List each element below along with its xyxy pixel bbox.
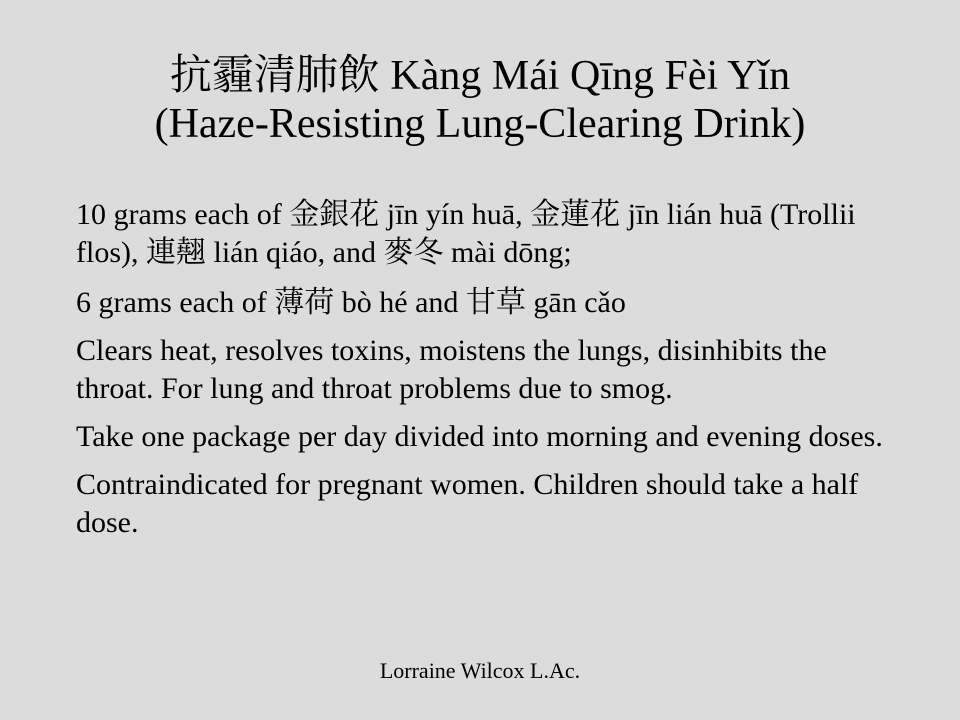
actions-paragraph: Clears heat, resolves toxins, moistens the lungs, disinhibits the throat. For lung and throat problems due to smog.: [76, 334, 827, 405]
slide-title: [40, 52, 920, 148]
title-line-english: (Haze-Resisting Lung-Clearing Drink): [154, 101, 806, 147]
ingredients-paragraph-2: 6 grams each of 薄荷 bò hé and 甘草 gān cǎo: [76, 286, 626, 319]
dosage-paragraph: Take one package per day divided into morning and evening doses.: [76, 420, 883, 453]
contraindications-paragraph: Contraindicated for pregnant women. Children should take a half dose.: [76, 468, 859, 539]
author-footer: Lorraine Wilcox L.Ac.: [379, 658, 581, 683]
ingredients-paragraph-1: 10 grams each of 金銀花 jīn yín huā, 金蓮花 jīn lián huā (Trollii flos), 連翹 lián qiáo, and 麥冬 mài dōng;: [76, 198, 856, 269]
slide-body: [76, 196, 906, 552]
title-line-chinese: 抗霾清肺飲 Kàng Mái Qīng Fèi Yǐn: [169, 53, 791, 99]
